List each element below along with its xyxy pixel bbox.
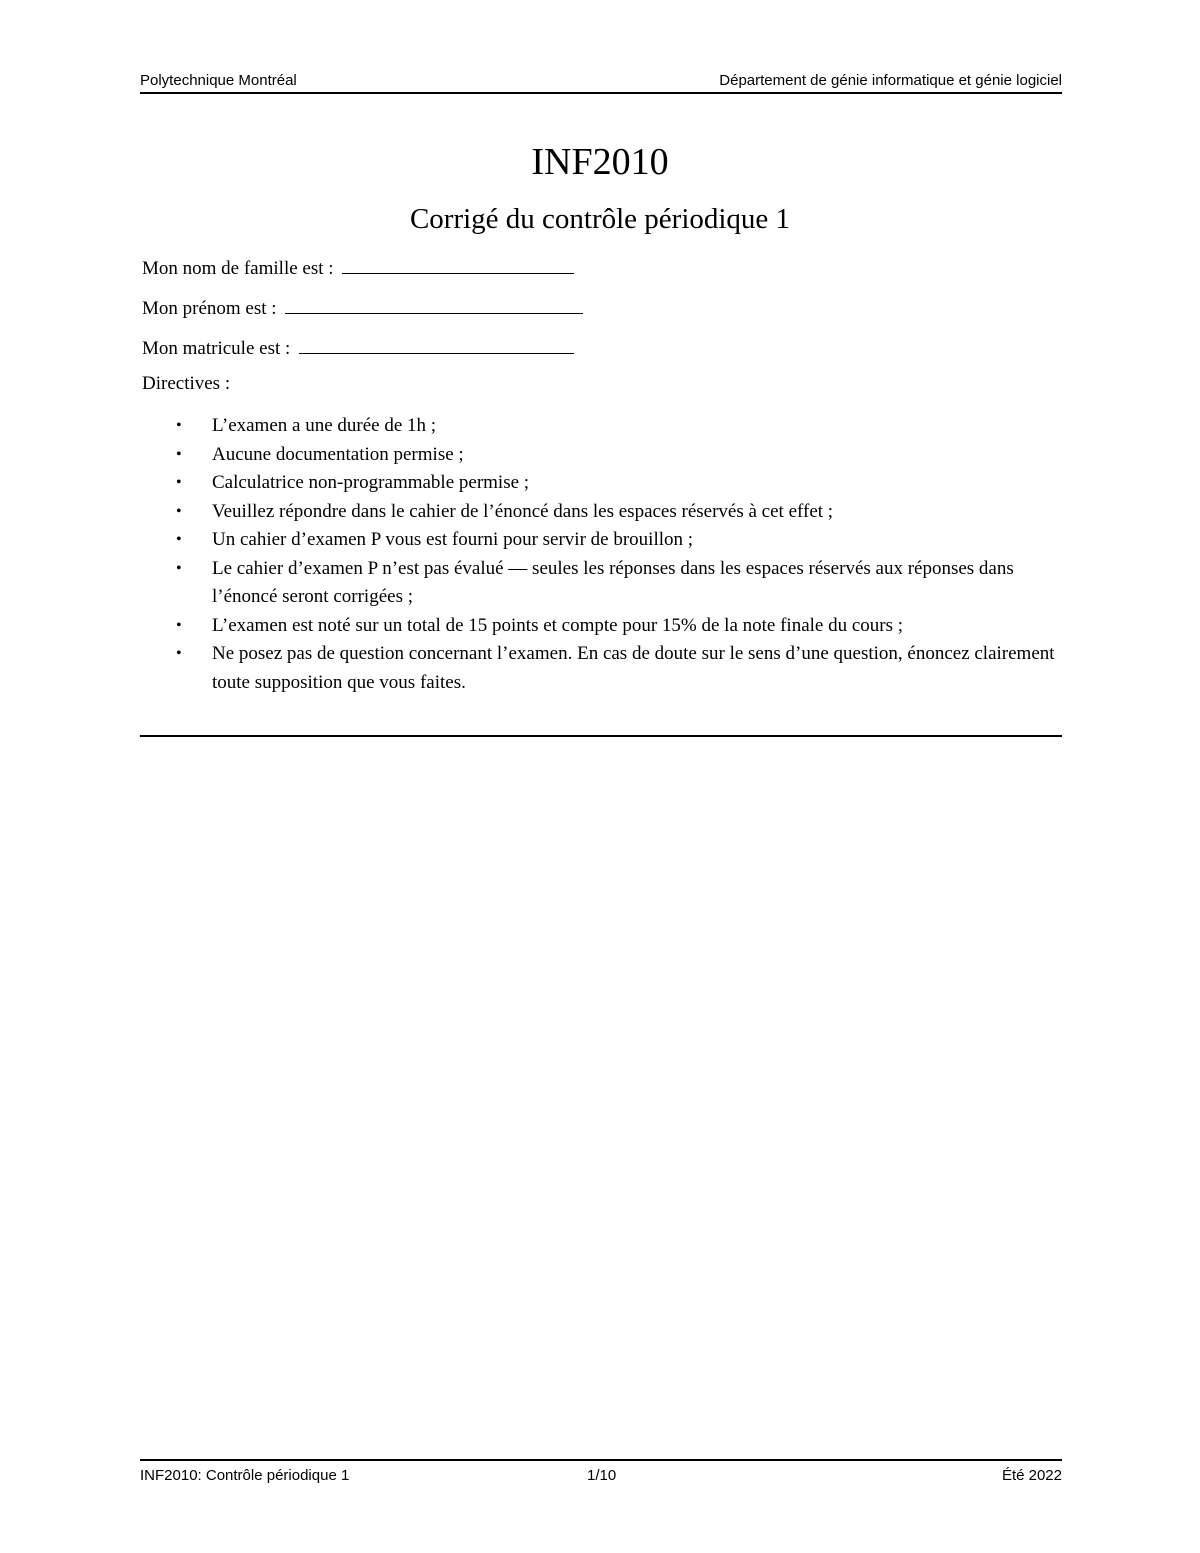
page-footer [140, 1459, 1062, 1487]
directive-item [142, 441, 1067, 470]
bullet-icon: • [176, 474, 182, 491]
bullet-icon: • [176, 502, 182, 520]
directive-text: Calculatrice non-programmable permise ; [212, 472, 530, 493]
directive-text: Un cahier d’examen P vous est fourni pour servir de brouillon ; [212, 529, 694, 550]
directive-item [142, 612, 1067, 641]
directives-label: Directives : [142, 373, 231, 394]
section-divider [140, 735, 1062, 737]
header-department: Département de génie informatique et génie logiciel [719, 72, 1062, 89]
directive-text: Aucune documentation permise ; [212, 443, 464, 465]
page-subtitle: Corrigé du contrôle périodique 1 [409, 203, 791, 235]
directives-list [142, 412, 1067, 697]
directive-item [142, 469, 1067, 498]
footer-term: Été 2022 [1001, 1467, 1062, 1484]
directive-text: L’examen a une durée de 1h ; [212, 415, 437, 436]
directive-item [142, 412, 1067, 441]
footer-course: INF2010: Contrôle périodique 1 [140, 1467, 350, 1484]
last-name-blank[interactable] [342, 257, 574, 274]
footer-page-number: 1/10 [587, 1467, 617, 1484]
page-header [140, 70, 1062, 94]
bullet-icon: • [176, 417, 182, 434]
student-id-label: Mon matricule est : [142, 338, 291, 359]
header-institution: Polytechnique Montréal [140, 72, 297, 89]
directive-item [142, 640, 1067, 697]
directive-text: L’examen est noté sur un total de 15 points et compte pour 15% de la note finale du cours ; [212, 614, 904, 636]
student-id-blank[interactable] [299, 337, 574, 354]
first-name-blank[interactable] [285, 297, 583, 314]
bullet-icon: • [176, 445, 182, 463]
last-name-field [142, 257, 574, 281]
bullet-icon: • [176, 531, 182, 548]
directive-item [142, 498, 1067, 527]
bullet-icon: • [176, 645, 182, 662]
page-title: INF2010 [531, 141, 669, 183]
first-name-label: Mon prénom est : [142, 298, 277, 319]
directive-text: Le cahier d’examen P n’est pas évalué — seules les réponses dans les espaces réservés aux réponses dans l’énoncé seront corrigées ; [212, 557, 1014, 607]
directive-item [142, 555, 1067, 612]
last-name-label: Mon nom de famille est : [142, 258, 334, 279]
directive-text: Ne posez pas de question concernant l’examen. En cas de doute sur le sens d’une question, énoncez clairement toute supposition que vous faites. [212, 643, 1055, 693]
first-name-field [142, 297, 583, 321]
student-id-field [142, 337, 574, 361]
bullet-icon: • [176, 616, 182, 634]
bullet-icon: • [176, 559, 182, 577]
directive-text: Veuillez répondre dans le cahier de l’énoncé dans les espaces réservés à cet effet ; [212, 500, 834, 522]
directive-item [142, 526, 1067, 555]
